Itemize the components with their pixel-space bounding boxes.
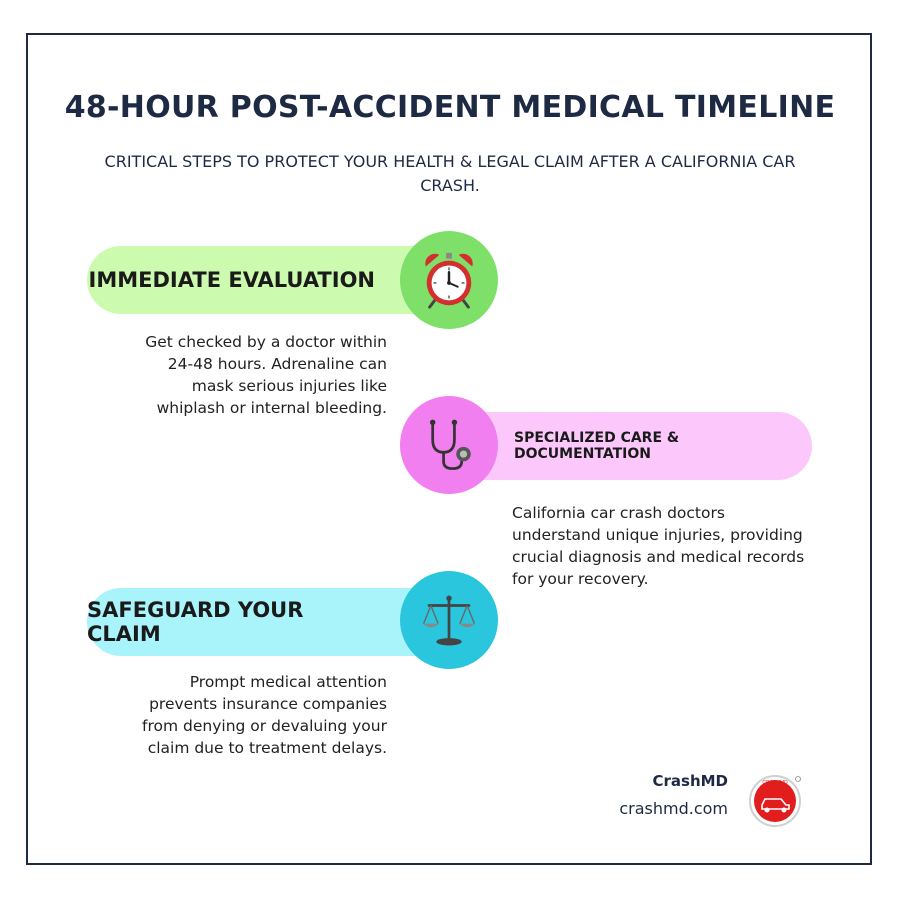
step-title: SAFEGUARD YOUR CLAIM	[87, 598, 304, 646]
crashmd-logo-icon	[748, 771, 804, 827]
step-specialized-care-description: California car crash doctors understand unique injuries, providing crucial diagnosis and medical records for your recovery.	[512, 504, 805, 588]
step-title: IMMEDIATE EVALUATION	[88, 268, 375, 292]
page-title: 48-HOUR POST-ACCIDENT MEDICAL TIMELINE	[64, 90, 836, 125]
step-safeguard-claim-description: Prompt medical attention prevents insurance companies from denying or devaluing your claim due to treatment delays.	[142, 673, 387, 757]
alarm-clock-icon	[400, 231, 498, 329]
balance-scale-icon	[400, 571, 498, 669]
page-subtitle: CRITICAL STEPS TO PROTECT YOUR HEALTH & LEGAL CLAIM AFTER A CALIFORNIA CAR CRASH.	[104, 152, 796, 195]
step-title: SPECIALIZED CARE & DOCUMENTATION	[514, 430, 680, 462]
stethoscope-icon	[400, 396, 498, 494]
brand-name: CrashMD	[652, 772, 728, 790]
brand-website-link[interactable]: crashmd.com	[619, 799, 728, 818]
step-immediate-evaluation-description: Get checked by a doctor within 24-48 hours. Adrenaline can mask serious injuries like whiplash or internal bleeding.	[145, 333, 387, 417]
logo-tagline: CRASHMD	[762, 780, 788, 786]
